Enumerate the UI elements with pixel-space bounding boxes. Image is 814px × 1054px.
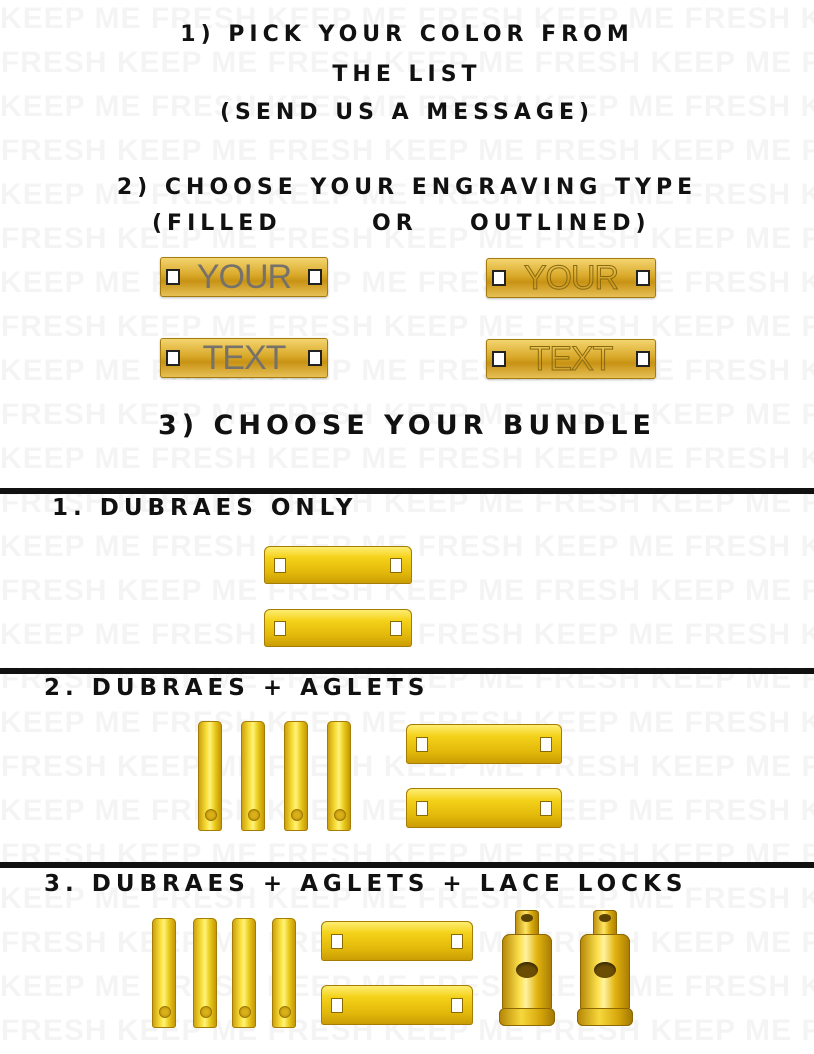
- aglet: [198, 721, 222, 831]
- lace-lock: [497, 910, 557, 1028]
- step3-title: 3) CHOOSE YOUR BUNDLE: [158, 410, 656, 441]
- outlined-plate-your: [486, 258, 656, 298]
- step1-line3: (SEND US A MESSAGE): [219, 100, 595, 125]
- step1-line1: 1) PICK YOUR COLOR FROM: [180, 22, 634, 47]
- bundle-3-title: 3. DUBRAES + AGLETS + LACE LOCKS: [44, 871, 688, 897]
- outlined-sample-text: YOUR: [523, 259, 619, 297]
- section-divider: [0, 862, 814, 868]
- plate-hole: [636, 351, 650, 367]
- plate-hole: [636, 270, 650, 286]
- outlined-plate-text: [486, 339, 656, 379]
- dubrae: [321, 985, 473, 1025]
- filled-plate-your: [160, 257, 328, 297]
- section-divider: [0, 488, 814, 494]
- plate-hole: [308, 269, 322, 285]
- or-label: OR: [372, 211, 418, 236]
- lace-lock: [575, 910, 635, 1028]
- dubrae: [406, 724, 562, 764]
- outlined-label: OUTLINED): [470, 211, 651, 236]
- aglet: [241, 721, 265, 831]
- aglet: [284, 721, 308, 831]
- step1-line2: THE LIST: [332, 62, 482, 87]
- dubrae: [321, 921, 473, 961]
- dubrae: [406, 788, 562, 828]
- aglet: [272, 918, 296, 1028]
- dubrae: [264, 546, 412, 584]
- plate-hole: [308, 350, 322, 366]
- aglet: [327, 721, 351, 831]
- section-divider: [0, 668, 814, 674]
- dubrae: [264, 609, 412, 647]
- aglet: [152, 918, 176, 1028]
- outlined-sample-text: TEXT: [529, 340, 613, 378]
- step2-title: 2) CHOOSE YOUR ENGRAVING TYPE: [116, 175, 698, 200]
- bundle-1-title: 1. DUBRAES ONLY: [52, 495, 358, 521]
- filled-plate-text: [160, 338, 328, 378]
- filled-sample-text: YOUR: [196, 258, 292, 296]
- filled-label: (FILLED: [152, 211, 282, 236]
- aglet: [193, 918, 217, 1028]
- aglet: [232, 918, 256, 1028]
- bundle-2-title: 2. DUBRAES + AGLETS: [44, 675, 430, 701]
- filled-sample-text: TEXT: [202, 339, 286, 377]
